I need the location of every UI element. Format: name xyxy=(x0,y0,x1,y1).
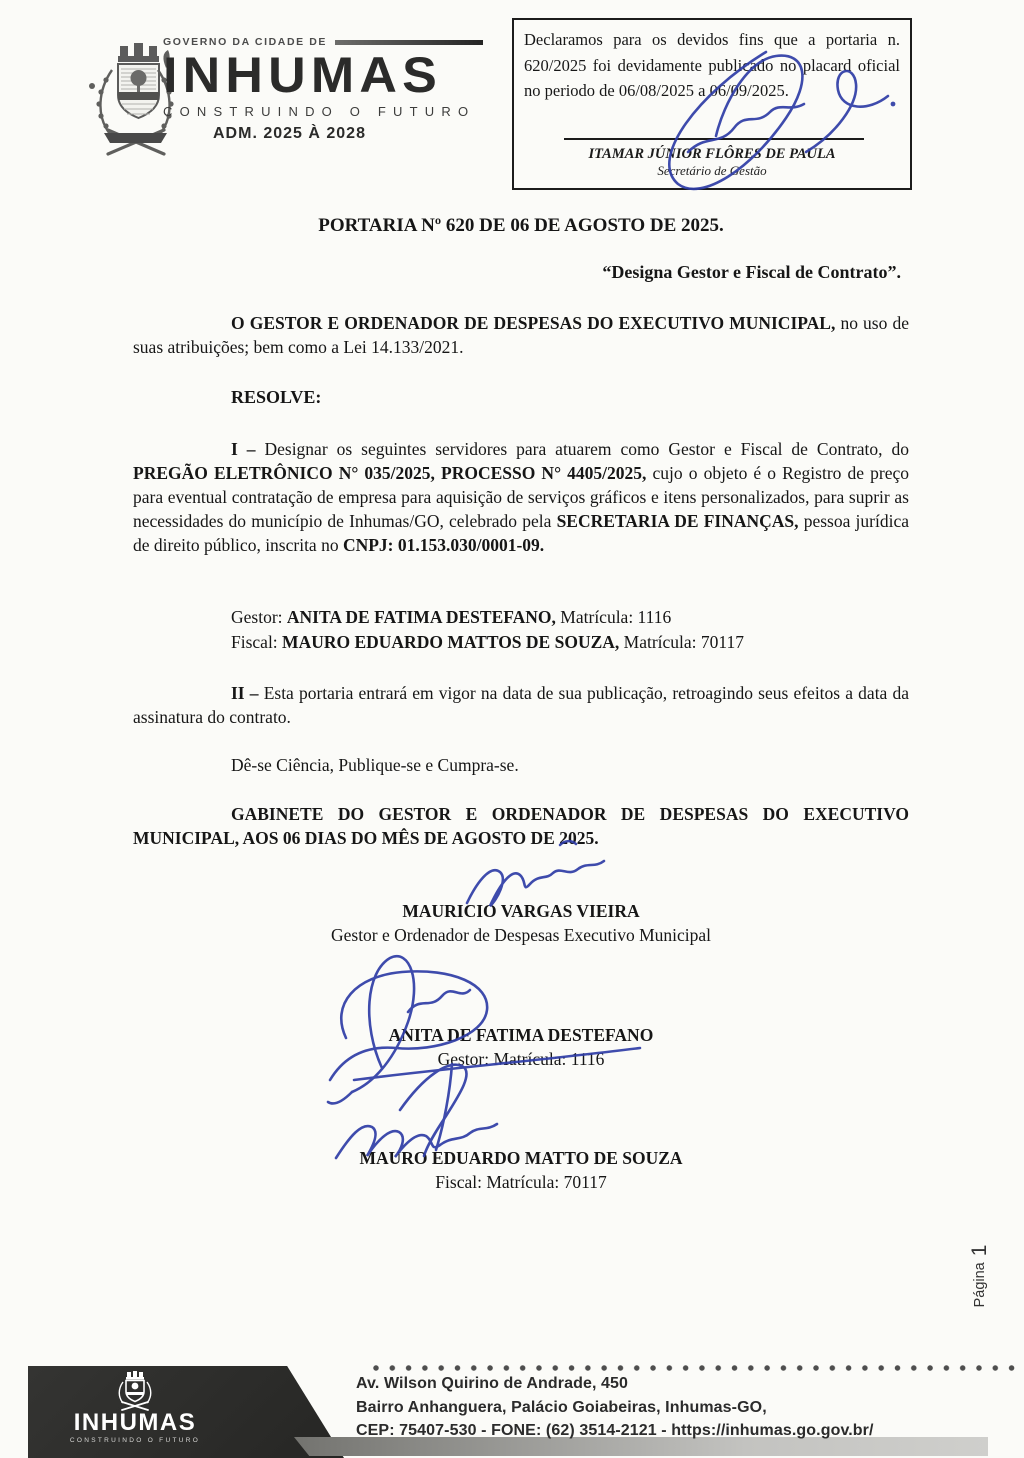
declaration-text: Declaramos para os devidos fins que a portaria n. 620/2025 foi devidamente publicado no placard oficial no periodo de 06/08/2025 a 06/09/2025. xyxy=(524,30,900,100)
signer-name: MAURICIO VARGAS VIEIRA xyxy=(402,901,640,921)
declaration-signer-role: Secretário de Gestão xyxy=(657,163,767,178)
footer-address xyxy=(356,1372,874,1443)
resolution-item-1: I – Designar os seguintes servidores para atuarem como Gestor e Fiscal de Contrato, do PREGÃO ELETRÔNICO N° 035/2025, PROCESSO N° 4405/2025, cujo o objeto é o Registro de preço para eventual contratação de empresa para aquisição de serviços gráficos e itens personalizados, para suprir as necessidades do município de Inhumas/GO, celebrado pela SECRETARIA DE FINANÇAS, pessoa jurídica de direito público, inscrita no CNPJ: 01.153.030/0001-09. xyxy=(133,439,909,555)
signer-role: Gestor e Ordenador de Despesas Executivo Municipal xyxy=(330,925,712,945)
publication-declaration-box xyxy=(512,18,912,190)
signature-block-gestor xyxy=(133,1023,909,1071)
page-number-label: Página 1 xyxy=(968,1244,991,1308)
logo-city-name: INHUMAS xyxy=(163,47,443,103)
footer-brand-name: INHUMAS xyxy=(73,1409,197,1436)
signature-block-mayor xyxy=(133,899,909,947)
resolution-item-2: II – Esta portaria entrará em vigor na data de sua publicação, retroagindo seus efeitos a data da assinatura do contrato. xyxy=(133,683,909,727)
logo-rule xyxy=(335,40,483,45)
closing-formula: Dê-se Ciência, Publique-se e Cumpra-se. xyxy=(231,755,519,775)
gestor-line: Gestor: ANITA DE FATIMA DESTEFANO, Matrícula: 1116 xyxy=(231,607,672,627)
header-logo xyxy=(163,36,483,143)
signer-name: MAURO EDUARDO MATTO DE SOUZA xyxy=(359,1148,683,1168)
mayor-signature-ink xyxy=(467,841,604,906)
signer-role: Fiscal: Matrícula: 70117 xyxy=(435,1172,607,1192)
resolve-heading: RESOLVE: xyxy=(231,387,322,407)
logo-administration-years: ADM. 2025 À 2028 xyxy=(213,125,366,142)
preamble-paragraph: O GESTOR E ORDENADOR DE DESPESAS DO EXECUTIVO MUNICIPAL, no uso de suas atribuições; bem como a Lei 14.133/2021. xyxy=(133,313,909,357)
signature-block-fiscal xyxy=(133,1146,909,1194)
footer-coat-of-arms-icon xyxy=(112,1369,158,1411)
footer-logo xyxy=(30,1368,240,1444)
footer-brand-slogan: CONSTRUINDO O FUTURO xyxy=(69,1437,201,1444)
document-subtitle: “Designa Gestor e Fiscal de Contrato”. xyxy=(602,262,901,282)
signer-name: ANITA DE FATIMA DESTEFANO xyxy=(388,1025,654,1045)
logo-top-label: GOVERNO DA CIDADE DE xyxy=(163,36,328,48)
declaration-signer-name: ITAMAR JÚNIOR FLÔRES DE PAULA xyxy=(588,146,836,162)
gabinete-paragraph: GABINETE DO GESTOR E ORDENADOR DE DESPESAS DO EXECUTIVO MUNICIPAL, AOS 06 DIAS DO MÊS DE AGOSTO DE 2025. xyxy=(133,804,909,848)
logo-slogan: CONSTRUINDO O FUTURO xyxy=(163,104,476,119)
footer-address-line2: Bairro Anhanguera, Palácio Goiabeiras, Inhumas-GO, xyxy=(356,1398,767,1416)
fiscal-signature-ink xyxy=(336,1064,497,1158)
signature-rule xyxy=(564,138,864,140)
signer-role: Gestor: Matrícula: 1116 xyxy=(437,1049,605,1069)
fiscal-line: Fiscal: MAURO EDUARDO MATTOS DE SOUZA, Matrícula: 70117 xyxy=(231,632,745,652)
designated-servers xyxy=(231,605,891,655)
footer-address-line1: Av. Wilson Quirino de Andrade, 450 xyxy=(356,1375,629,1392)
footer-address-line3: CEP: 75407-530 - FONE: (62) 3514-2121 - https://inhumas.go.gov.br/ xyxy=(356,1422,874,1439)
document-title: PORTARIA Nº 620 DE 06 DE AGOSTO DE 2025. xyxy=(318,215,724,236)
